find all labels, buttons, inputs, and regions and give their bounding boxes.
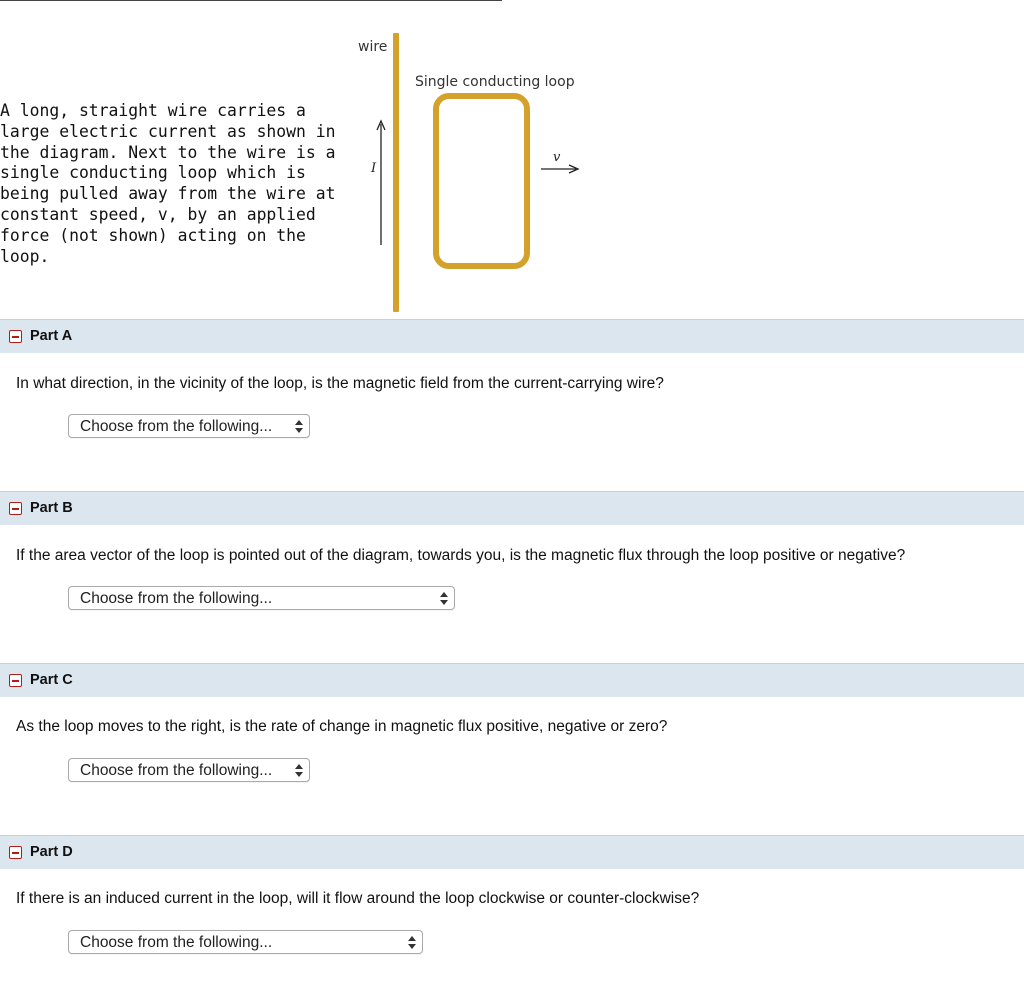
part-a-select-value: Choose from the following... (80, 418, 273, 435)
part-c-question: As the loop moves to the right, is the rate of change in magnetic flux positive, negative or zero? (16, 718, 668, 735)
select-arrows-icon (408, 936, 416, 949)
collapse-icon[interactable] (9, 502, 22, 515)
part-d-label: Part D (30, 844, 73, 860)
select-arrows-icon (440, 592, 448, 605)
select-arrows-icon (295, 420, 303, 433)
part-b-question: If the area vector of the loop is pointed out of the diagram, towards you, is the magnetic flux through the loop positive or negative? (16, 547, 906, 564)
part-c-select[interactable] (68, 758, 310, 782)
collapse-icon[interactable] (9, 330, 22, 343)
part-d-header[interactable] (0, 835, 1024, 869)
part-b-select-value: Choose from the following... (80, 590, 273, 607)
conducting-loop (436, 96, 527, 266)
part-c-header[interactable] (0, 663, 1024, 697)
select-arrows-icon (295, 764, 303, 777)
part-d-question: If there is an induced current in the loop, will it flow around the loop clockwise or counter-clockwise? (16, 890, 700, 907)
problem-intro-text: A long, straight wire carries a large electric current as shown in the diagram. Next to the wire is a single conducting loop which is being pulled away from the wire at constant speed, v, by an applied force (not shown) acting on the loop. (0, 101, 336, 266)
current-label: I (371, 161, 377, 176)
part-d-select[interactable] (68, 930, 423, 954)
part-a-select[interactable] (68, 414, 310, 438)
wire-label: wire (358, 39, 388, 55)
part-a-question: In what direction, in the vicinity of the loop, is the magnetic field from the current-carrying wire? (16, 375, 664, 392)
straight-wire (393, 33, 399, 312)
part-a-header[interactable] (0, 319, 1024, 353)
collapse-icon[interactable] (9, 674, 22, 687)
part-b-label: Part B (30, 500, 73, 516)
part-c-label: Part C (30, 672, 73, 688)
collapse-icon[interactable] (9, 846, 22, 859)
part-b-header[interactable] (0, 491, 1024, 525)
part-b-select[interactable] (68, 586, 455, 610)
loop-label: Single conducting loop (415, 74, 575, 90)
part-a-label: Part A (30, 328, 73, 344)
wire-loop-diagram (340, 30, 600, 315)
velocity-label: v (553, 150, 561, 165)
part-d-select-value: Choose from the following... (80, 934, 273, 951)
top-divider (0, 0, 502, 1)
part-c-select-value: Choose from the following... (80, 762, 273, 779)
